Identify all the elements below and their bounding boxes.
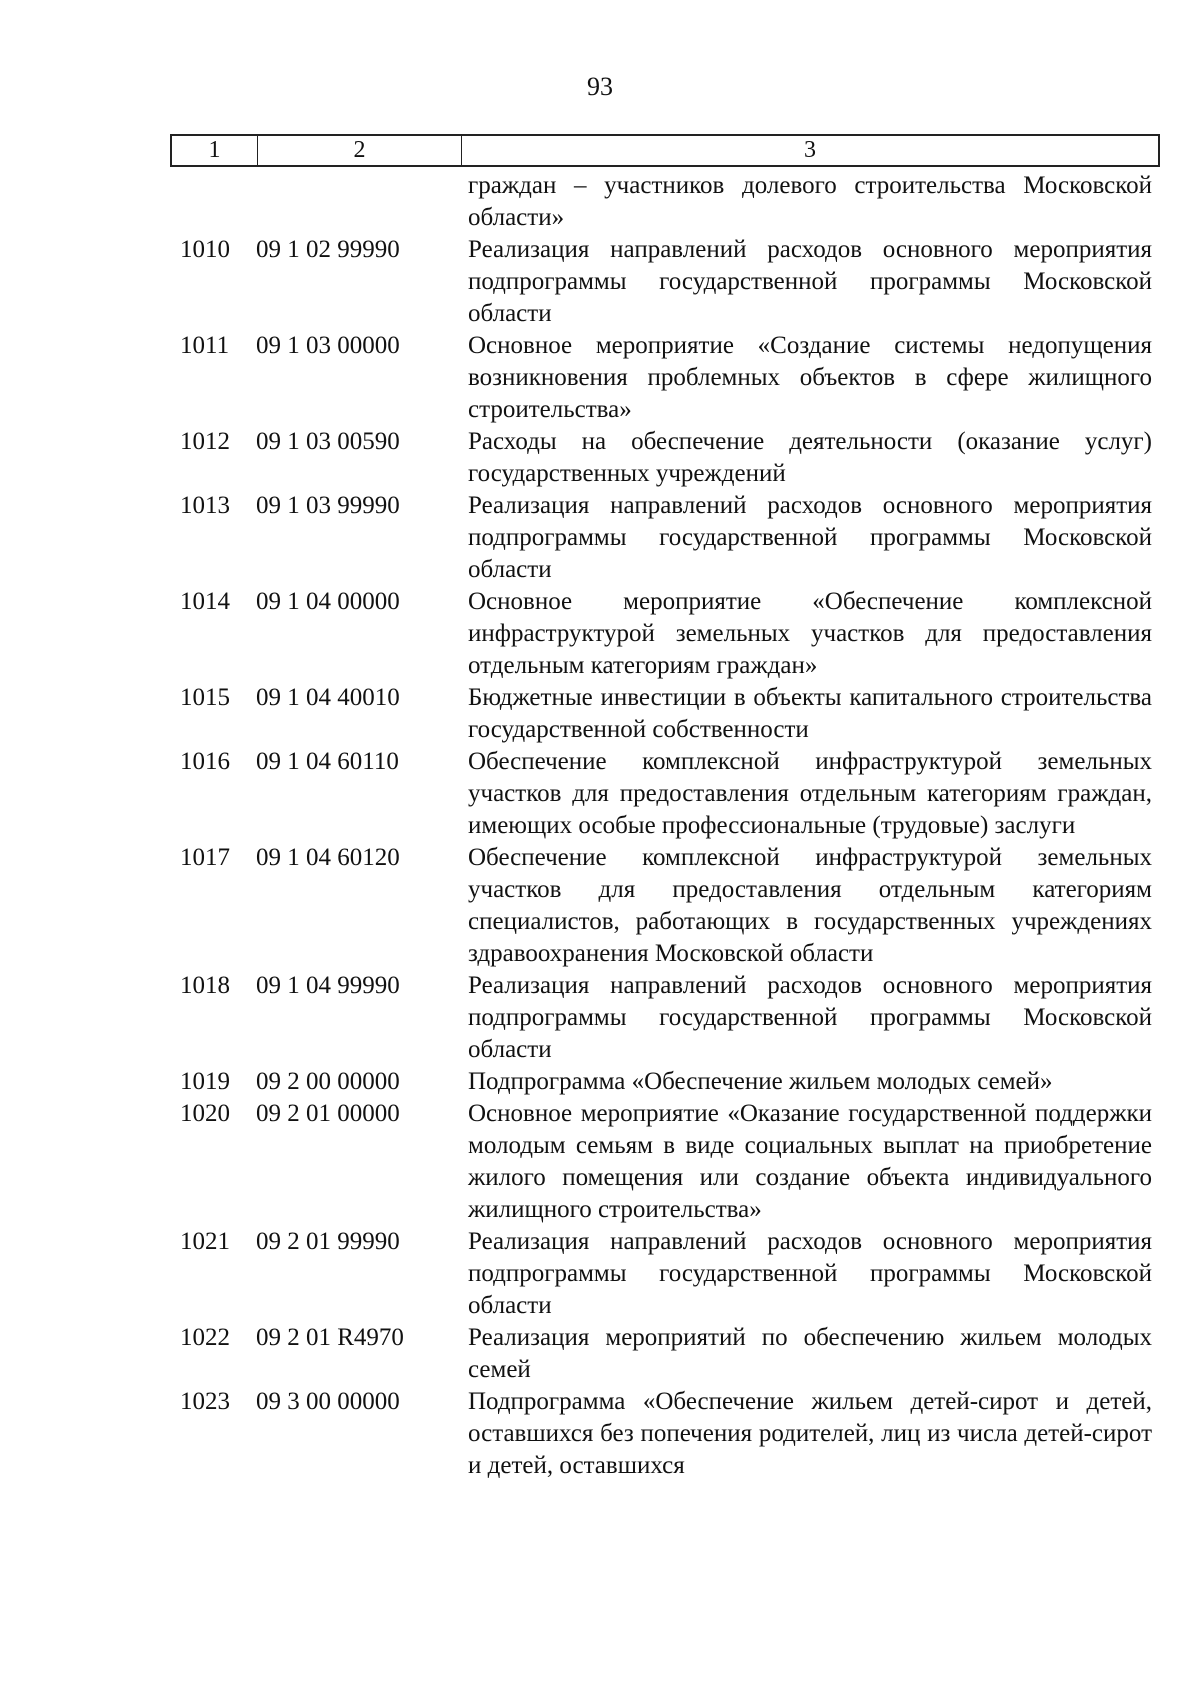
table-row bbox=[170, 746, 1160, 842]
row-number: 1017 bbox=[180, 844, 230, 871]
budget-code bbox=[256, 170, 456, 234]
row-description: Бюджетные инвестиции в объекты капитального строительства государственной собственности bbox=[468, 684, 1152, 743]
row-number: 1019 bbox=[180, 1068, 230, 1095]
row-description: Подпрограмма «Обеспечение жильем детей-сирот и детей, оставшихся без попечения родителей, лиц из числа детей-сирот и детей, оставшихся bbox=[468, 1388, 1152, 1479]
table-body bbox=[170, 170, 1160, 1482]
header-col-1: 1 bbox=[172, 136, 258, 165]
budget-code: 09 1 02 99990 bbox=[256, 236, 400, 263]
table-row bbox=[170, 330, 1160, 426]
row-number: 1016 bbox=[180, 748, 230, 775]
budget-code: 09 3 00 00000 bbox=[256, 1388, 400, 1415]
budget-code: 09 2 01 99990 bbox=[256, 1228, 400, 1255]
table-row bbox=[170, 1098, 1160, 1226]
budget-code: 09 2 01 R4970 bbox=[256, 1324, 404, 1351]
row-number: 1010 bbox=[180, 236, 230, 263]
table-row bbox=[170, 682, 1160, 746]
budget-code: 09 1 03 00590 bbox=[256, 428, 400, 455]
row-description: Расходы на обеспечение деятельности (оказание услуг) государственных учреждений bbox=[468, 428, 1152, 487]
table-row bbox=[170, 970, 1160, 1066]
budget-code: 09 2 00 00000 bbox=[256, 1068, 400, 1095]
row-description: Подпрограмма «Обеспечение жильем молодых семей» bbox=[468, 1068, 1053, 1095]
row-number: 1015 bbox=[180, 684, 230, 711]
row-description: Основное мероприятие «Оказание государственной поддержки молодым семьям в виде социальных выплат на приобретение жилого помещения или создание объекта индивидуального жилищного строительства» bbox=[468, 1100, 1152, 1223]
row-description: Реализация направлений расходов основного мероприятия подпрограммы государственной программы Московской области bbox=[468, 1228, 1152, 1319]
table-row bbox=[170, 1226, 1160, 1322]
table-row bbox=[170, 842, 1160, 970]
budget-code: 09 1 04 60110 bbox=[256, 748, 399, 775]
table-row bbox=[170, 426, 1160, 490]
table-row bbox=[170, 234, 1160, 330]
row-description: Основное мероприятие «Создание системы недопущения возникновения проблемных объектов в сфере жилищного строительства» bbox=[468, 332, 1152, 423]
budget-code: 09 1 03 99990 bbox=[256, 492, 400, 519]
table-row bbox=[170, 170, 1160, 234]
row-number: 1021 bbox=[180, 1228, 230, 1255]
table-row bbox=[170, 490, 1160, 586]
row-description: граждан – участников долевого строительства Московской области» bbox=[468, 172, 1152, 231]
row-description: Реализация направлений расходов основного мероприятия подпрограммы государственной программы Московской области bbox=[468, 492, 1152, 583]
row-number: 1022 bbox=[180, 1324, 230, 1351]
row-description: Обеспечение комплексной инфраструктурой земельных участков для предоставления отдельным категориям специалистов, работающих в государственных учреждениях здравоохранения Московской области bbox=[468, 844, 1152, 967]
row-description: Реализация направлений расходов основного мероприятия подпрограммы государственной программы Московской области bbox=[468, 972, 1152, 1063]
budget-code: 09 2 01 00000 bbox=[256, 1100, 400, 1127]
row-number: 1023 bbox=[180, 1388, 230, 1415]
table-row bbox=[170, 1322, 1160, 1386]
table-row bbox=[170, 1386, 1160, 1482]
table-header bbox=[170, 134, 1160, 167]
row-number: 1020 bbox=[180, 1100, 230, 1127]
header-col-3: 3 bbox=[804, 137, 816, 163]
budget-code: 09 1 04 99990 bbox=[256, 972, 400, 999]
table-row bbox=[170, 586, 1160, 682]
row-number: 1011 bbox=[180, 332, 230, 359]
page-number: 93 bbox=[587, 72, 613, 101]
row-description: Реализация направлений расходов основного мероприятия подпрограммы государственной программы Московской области bbox=[468, 236, 1152, 327]
row-number: 1012 bbox=[180, 428, 230, 455]
row-description: Реализация мероприятий по обеспечению жильем молодых семей bbox=[468, 1324, 1152, 1383]
row-number bbox=[170, 170, 256, 234]
budget-code: 09 1 04 60120 bbox=[256, 844, 400, 871]
budget-code: 09 1 03 00000 bbox=[256, 332, 400, 359]
row-description: Обеспечение комплексной инфраструктурой земельных участков для предоставления отдельным категориям граждан, имеющих особые профессиональные (трудовые) заслуги bbox=[468, 748, 1152, 839]
table-row bbox=[170, 1066, 1160, 1098]
row-description: Основное мероприятие «Обеспечение комплексной инфраструктурой земельных участков для предоставления отдельным категориям граждан» bbox=[468, 588, 1152, 679]
row-number: 1018 bbox=[180, 972, 230, 999]
header-col-2: 2 bbox=[258, 136, 462, 165]
budget-code: 09 1 04 40010 bbox=[256, 684, 400, 711]
row-number: 1014 bbox=[180, 588, 230, 615]
budget-code: 09 1 04 00000 bbox=[256, 588, 400, 615]
row-number: 1013 bbox=[180, 492, 230, 519]
